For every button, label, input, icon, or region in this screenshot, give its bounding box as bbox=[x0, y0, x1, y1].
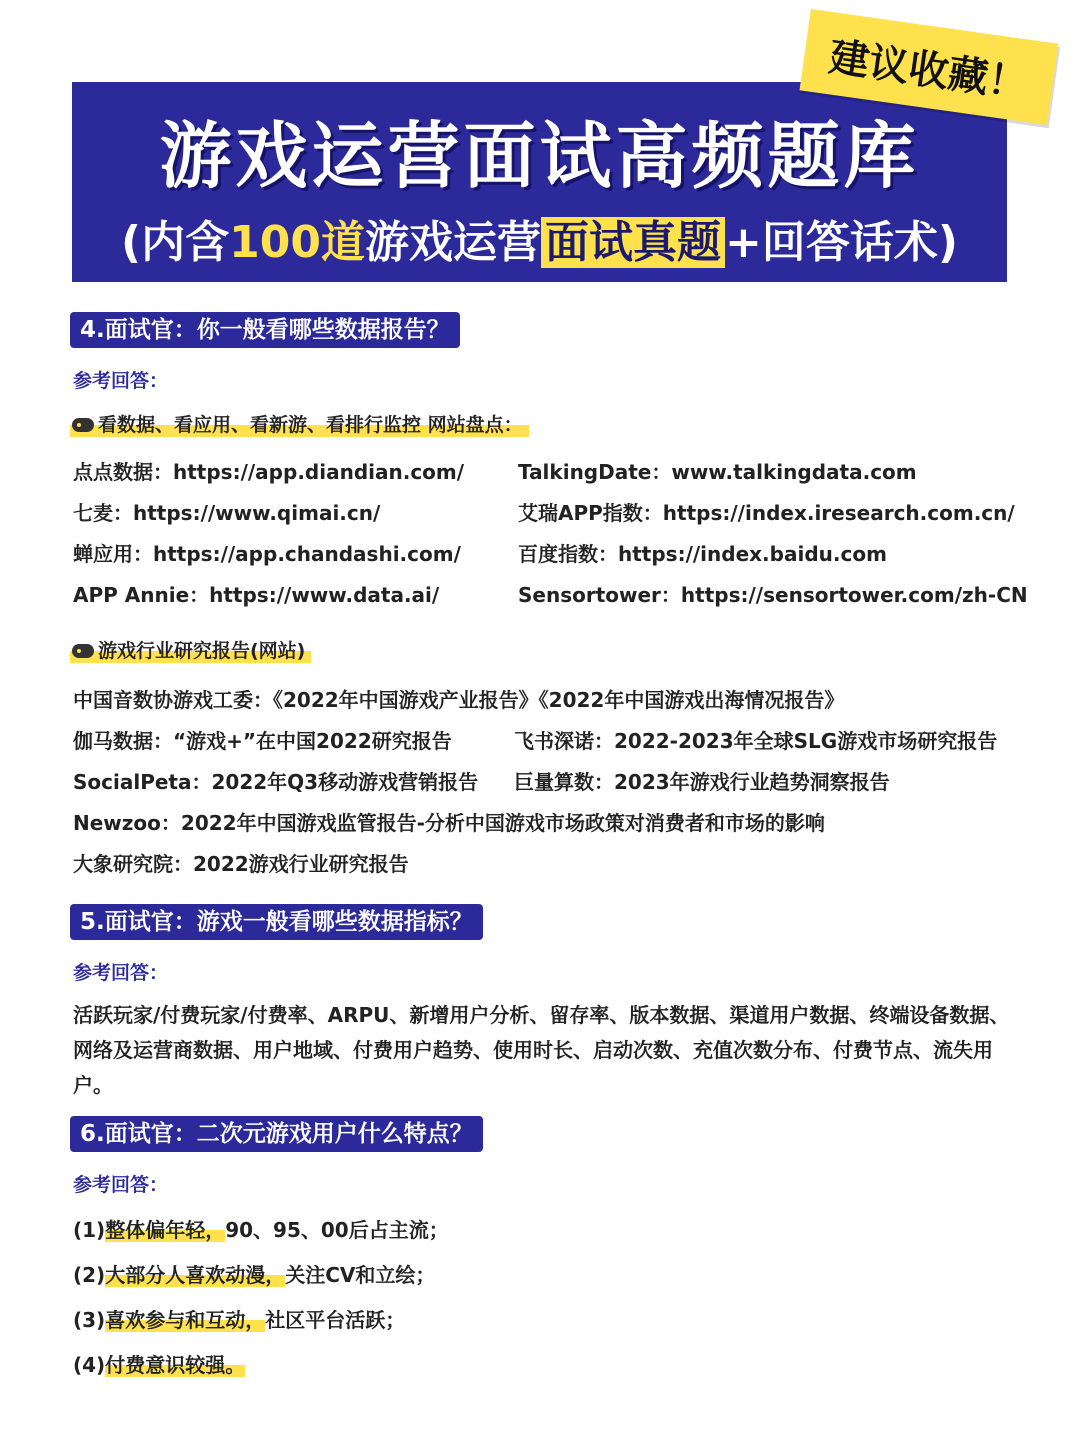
site-entry: 百度指数：https://index.baidu.com bbox=[518, 542, 887, 566]
subtitle-part: (内含 bbox=[121, 217, 230, 268]
site-entry: 蝉应用：https://app.chandashi.com/ bbox=[73, 542, 461, 566]
answer-highlight: 整体偏年轻， bbox=[105, 1218, 226, 1242]
report-entry: 飞书深诺：2022-2023年全球SLG游戏市场研究报告 bbox=[514, 729, 998, 753]
site-entry: 艾瑞APP指数：https://index.iresearch.com.cn/ bbox=[518, 501, 1015, 525]
answer-item bbox=[73, 1349, 245, 1378]
answer-rest: 90、95、00后占主流； bbox=[225, 1218, 449, 1242]
answer-highlight: 大部分人喜欢动漫， bbox=[105, 1263, 286, 1287]
subtitle-highlight: 面试真题 bbox=[541, 217, 725, 268]
subtitle-part: 游戏运营 bbox=[364, 217, 541, 268]
reference-answer-label: 参考回答： bbox=[73, 1174, 169, 1196]
site-entry: 点点数据：https://app.diandian.com/ bbox=[73, 460, 465, 484]
answer-paragraph: 活跃玩家/付费玩家/付费率、ARPU、新增用户分析、留存率、版本数据、渠道用户数据、终端设备数据、网络及运营商数据、用户地域、付费用户趋势、使用时长、启动次数、充值次数分布、付费节点、流失用户。 bbox=[73, 1003, 1010, 1097]
report-entry: 中国音数协游戏工委：《2022年中国游戏产业报告》《2022年中国游戏出海情况报告》 bbox=[73, 688, 845, 712]
section-heading-text: 游戏行业研究报告(网站) bbox=[98, 640, 306, 662]
answer-item bbox=[73, 1304, 405, 1333]
section-heading-sites bbox=[70, 410, 529, 437]
site-entry: Sensortower：https://sensortower.com/zh-CN bbox=[518, 583, 1028, 607]
answer-item bbox=[73, 1259, 435, 1288]
report-entry: 巨量算数：2023年游戏行业趋势洞察报告 bbox=[514, 770, 890, 794]
page-title: 游戏运营面试高频题库 bbox=[159, 114, 920, 198]
answer-prefix: (2) bbox=[73, 1263, 106, 1287]
reference-answer-label: 参考回答： bbox=[73, 370, 169, 392]
answer-prefix: (4) bbox=[73, 1353, 106, 1377]
answer-highlight: 付费意识较强。 bbox=[105, 1353, 246, 1377]
report-entry: 伽马数据：“游戏+”在中国2022研究报告 bbox=[73, 729, 452, 753]
site-entry: TalkingDate：www.talkingdata.com bbox=[518, 460, 917, 484]
page-subtitle bbox=[72, 206, 1007, 270]
answer-prefix: (3) bbox=[73, 1308, 106, 1332]
subtitle-count: 100道 bbox=[229, 217, 365, 268]
answer-prefix: (1) bbox=[73, 1218, 106, 1242]
report-entry: 大象研究院：2022游戏行业研究报告 bbox=[73, 852, 409, 876]
answer-rest: 关注CV和立绘； bbox=[285, 1263, 436, 1287]
report-entry: Newzoo：2022年中国游戏监管报告-分析中国游戏市场政策对消费者和市场的影响 bbox=[73, 811, 825, 835]
question-4-label: 4.面试官：你一般看哪些数据报告？ bbox=[70, 312, 460, 348]
subtitle-part: +回答话术) bbox=[724, 217, 958, 268]
bookmark-sticker: 建议收藏！ bbox=[800, 9, 1059, 125]
question-5-label: 5.面试官：游戏一般看哪些数据指标？ bbox=[70, 904, 483, 940]
site-entry: APP Annie：https://www.data.ai/ bbox=[73, 583, 440, 607]
report-entry: SocialPeta：2022年Q3移动游戏营销报告 bbox=[73, 770, 479, 794]
question-6-label: 6.面试官：二次元游戏用户什么特点？ bbox=[70, 1116, 483, 1152]
section-heading-reports bbox=[70, 636, 311, 663]
answer-highlight: 喜欢参与和互动， bbox=[105, 1308, 266, 1332]
title-banner bbox=[72, 82, 1007, 282]
reference-answer-label: 参考回答： bbox=[73, 962, 169, 984]
answer-rest: 社区平台活跃； bbox=[265, 1308, 406, 1332]
site-entry: 七麦：https://www.qimai.cn/ bbox=[73, 501, 381, 525]
gamepad-icon bbox=[72, 418, 94, 432]
answer-item bbox=[73, 1214, 449, 1243]
section-heading-text: 看数据、看应用、看新游、看排行监控 网站盘点： bbox=[98, 414, 523, 436]
gamepad-icon bbox=[72, 644, 94, 658]
